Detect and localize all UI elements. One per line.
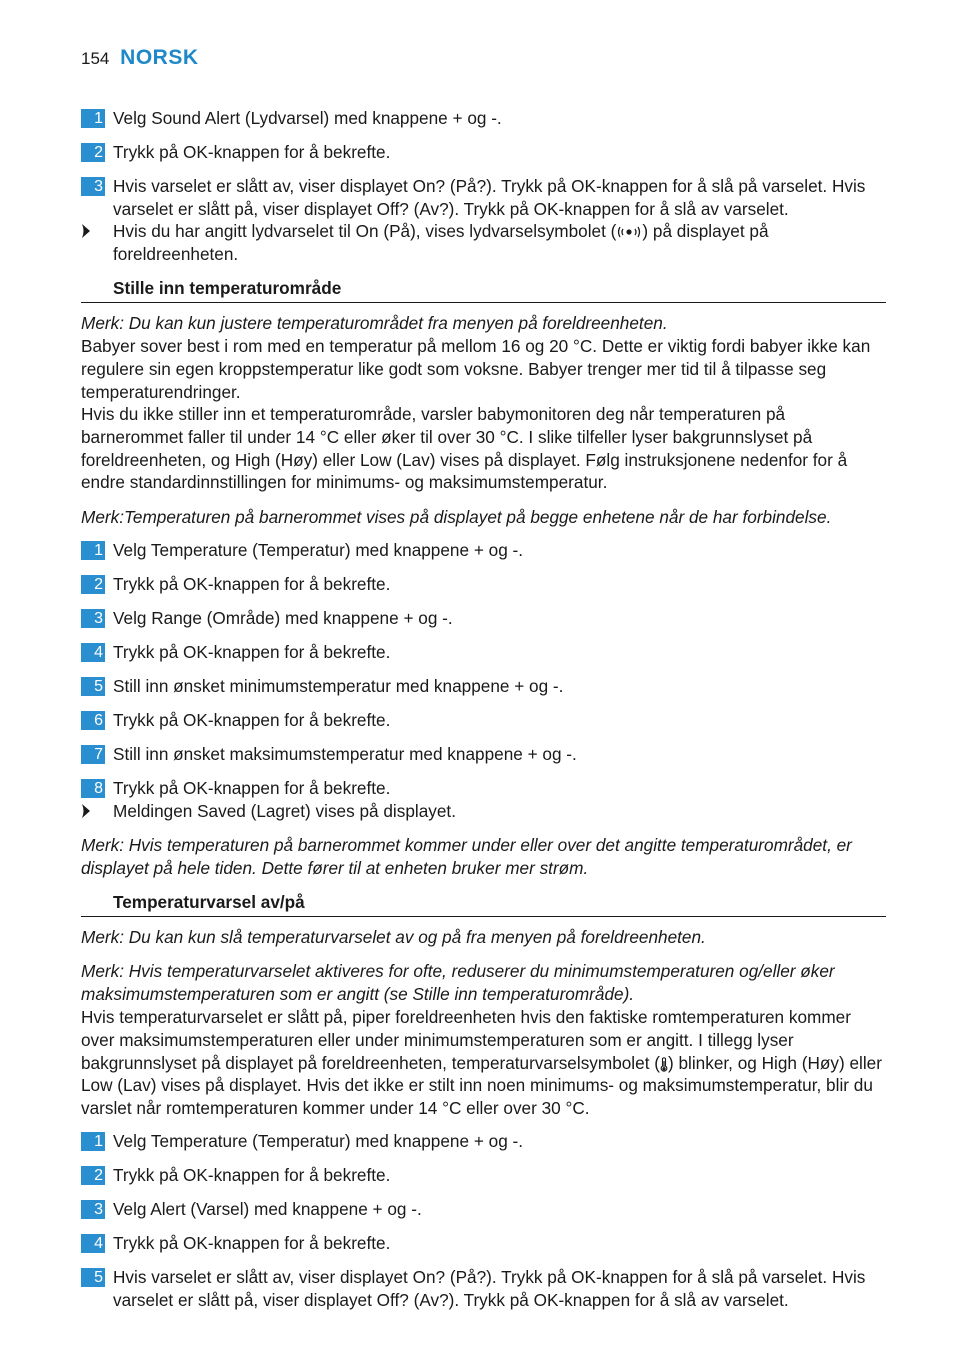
step-text: Trykk på OK-knappen for å bekrefte.	[113, 574, 391, 594]
step-text: Velg Temperature (Temperatur) med knappene + og -.	[113, 1131, 524, 1151]
step-number: 5	[81, 1268, 105, 1287]
section-heading: Temperaturvarsel av/på	[113, 892, 305, 912]
result-arrow-icon	[81, 224, 91, 238]
step-text: Velg Range (Område) med knappene + og -.	[113, 608, 453, 628]
body-paragraph: Babyer sover best i rom med en temperatur på mellom 16 og 20 °C. Dette er viktig fordi babyer ikke kan regulere sin egen kroppstemperatur like godt som voksne. Babyer trenger mer tid til å tilpasse seg temperaturendringer.	[81, 336, 871, 402]
body-paragraph: Hvis temperaturvarselet er slått på, piper foreldreenheten hvis den faktiske romtemperaturen kommer over maksimumstemperaturen eller under minimumstemperaturen som er angitt. I tillegg lyser bakgrunnslyset på displayet på foreldreenheten, temperaturvarselsymbolet ( ) blinker, og High (Høy) eller Low (Lav) vises på displayet. Hvis det ikke er stilt inn noen minimums- og maksimumstemperatur, blir du varslet når romtemperaturen kommer under 14 °C eller over 30 °C.	[81, 1007, 882, 1119]
step-number: 2	[81, 1166, 105, 1185]
step-text: Velg Sound Alert (Lydvarsel) med knappene + og -.	[113, 108, 502, 128]
step-text: Trykk på OK-knappen for å bekrefte.	[113, 142, 391, 162]
step-number: 6	[81, 711, 105, 730]
note: Merk:Temperaturen på barnerommet vises på displayet på begge enhetene når de har forbindelse.	[81, 507, 832, 527]
step-number: 2	[81, 575, 105, 594]
language-title: NORSK	[120, 46, 199, 69]
step-number: 3	[81, 1200, 105, 1219]
step-number: 3	[81, 609, 105, 628]
note: Merk: Hvis temperaturvarselet aktiveres for ofte, reduserer du minimumstemperaturen og/eller øker maksimumstemperaturen som er angitt (se Stille inn temperaturområde).	[81, 961, 835, 1004]
step-number: 2	[81, 143, 105, 162]
step-number: 5	[81, 677, 105, 696]
step-text: Trykk på OK-knappen for å bekrefte.	[113, 1233, 391, 1253]
step-text: Velg Alert (Varsel) med knappene + og -.	[113, 1199, 422, 1219]
heading-rule	[81, 302, 886, 303]
step-number: 4	[81, 643, 105, 662]
step-number: 4	[81, 1234, 105, 1253]
page-header	[81, 47, 199, 71]
page-number: 154	[81, 49, 110, 68]
step-text: Trykk på OK-knappen for å bekrefte.	[113, 710, 391, 730]
step-number: 8	[81, 779, 105, 798]
result-text: Meldingen Saved (Lagret) vises på displayet.	[113, 801, 456, 821]
temperature-alert-icon	[660, 1057, 668, 1072]
step-text: Trykk på OK-knappen for å bekrefte.	[113, 1165, 391, 1185]
step-text: Hvis varselet er slått av, viser displayet On? (På?). Trykk på OK-knappen for å slå på varselet. Hvis varselet er slått på, viser displayet Off? (Av?). Trykk på OK-knappen for å slå av varselet.	[113, 1267, 866, 1310]
body-paragraph: Hvis du ikke stiller inn et temperaturområde, varsler babymonitoren deg når temperaturen på barnerommet faller til under 14 °C eller øker til over 30 °C. I slike tilfeller lyser bakgrunnslyset på foreldreenheten, og High (Høy) eller Low (Lav) vises på displayet. Følg instruksjonene nedenfor for å endre standardinnstillingen for minimums- og maksimumstemperatur.	[81, 404, 848, 493]
section-heading: Stille inn temperaturområde	[113, 278, 342, 298]
result-text: Hvis du har angitt lydvarselet til On (På), vises lydvarselsymbolet ( ) på displayet på foreldreenheten.	[113, 221, 769, 264]
step-number: 1	[81, 109, 105, 128]
step-number: 7	[81, 745, 105, 764]
note: Merk: Hvis temperaturen på barnerommet kommer under eller over det angitte temperaturområdet, er displayet på hele tiden. Dette fører til at enheten bruker mer strøm.	[81, 835, 852, 878]
step-number: 1	[81, 1132, 105, 1151]
result-arrow-icon	[81, 804, 91, 818]
note: Merk: Du kan kun slå temperaturvarselet av og på fra menyen på foreldreenheten.	[81, 927, 706, 947]
sound-alert-icon	[616, 226, 642, 238]
step-number: 1	[81, 541, 105, 560]
step-text: Trykk på OK-knappen for å bekrefte.	[113, 778, 391, 798]
step-text: Still inn ønsket maksimumstemperatur med knappene + og -.	[113, 744, 577, 764]
step-text: Velg Temperature (Temperatur) med knappene + og -.	[113, 540, 524, 560]
step-text: Still inn ønsket minimumstemperatur med knappene + og -.	[113, 676, 564, 696]
heading-rule	[81, 916, 886, 917]
note: Merk: Du kan kun justere temperaturområdet fra menyen på foreldreenheten.	[81, 313, 668, 333]
step-number: 3	[81, 177, 105, 196]
step-text: Hvis varselet er slått av, viser displayet On? (På?). Trykk på OK-knappen for å slå på varselet. Hvis varselet er slått på, viser displayet Off? (Av?). Trykk på OK-knappen for å slå av varselet.	[113, 176, 866, 219]
step-text: Trykk på OK-knappen for å bekrefte.	[113, 642, 391, 662]
